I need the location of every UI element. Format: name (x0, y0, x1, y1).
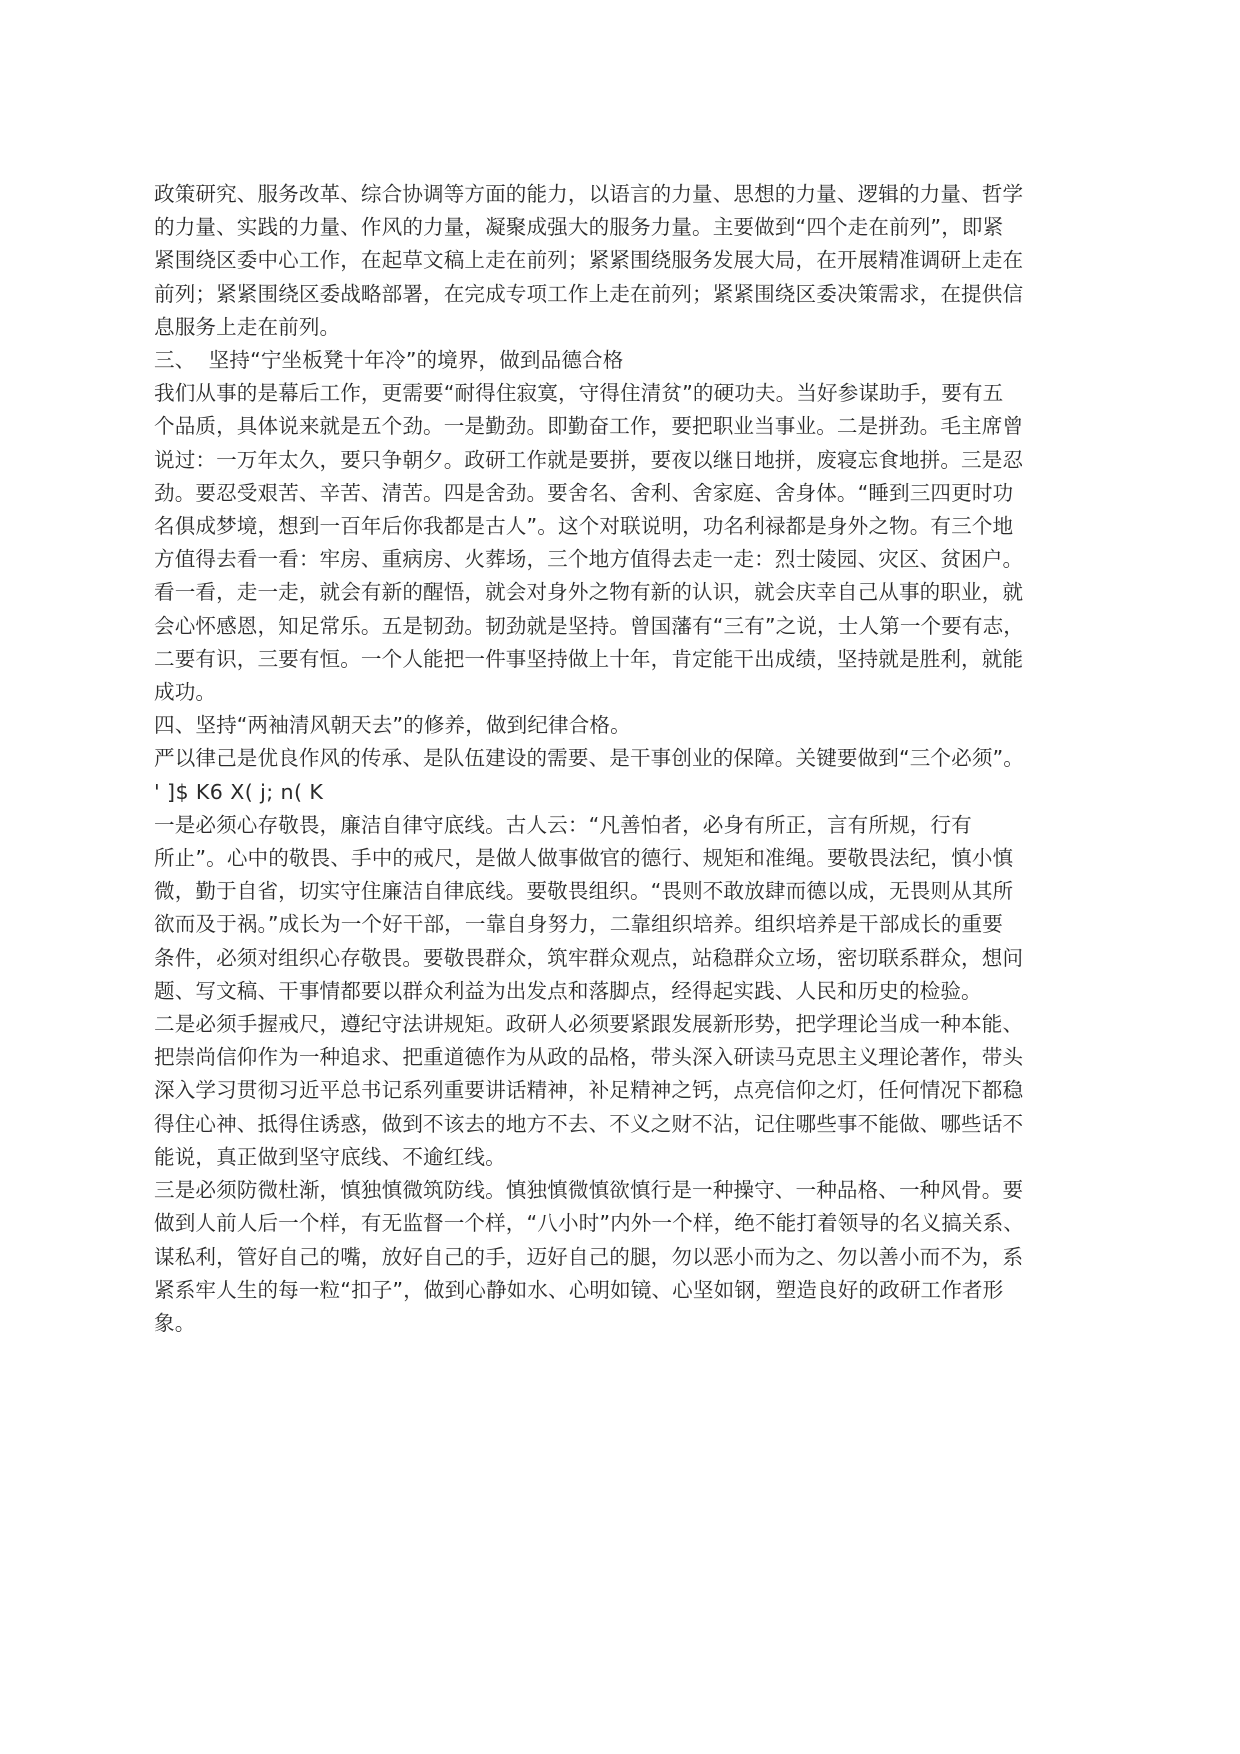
section-heading-three: 三、 坚持“宁坐板凳十年冷”的境界，做到品德合格 (154, 348, 624, 373)
text-line: 把崇尚信仰作为一种追求、把重道德作为从政的品格，带头深入研读马克思主义理论著作，带头 (154, 1045, 1024, 1070)
text-line: 前列；紧紧围绕区委战略部署，在完成专项工作上走在前列；紧紧围绕区委决策需求，在提供信 (154, 281, 1024, 306)
text-line: 看一看，走一走，就会有新的醒悟，就会对身外之物有新的认识，就会庆幸自己从事的职业，就 (154, 580, 1024, 605)
text-line: 得住心神、抵得住诱惑，做到不该去的地方不去、不义之财不沾，记住哪些事不能做、哪些话不 (154, 1111, 1024, 1136)
text-line: 谋私利，管好自己的嘴，放好自己的手，迈好自己的腿，勿以恶小而为之、勿以善小而不为，系 (154, 1244, 1024, 1269)
text-line: 深入学习贯彻习近平总书记系列重要讲话精神，补足精神之钙，点亮信仰之灯，任何情况下都稳 (154, 1078, 1024, 1103)
text-line: 说过：一万年太久，要只争朝夕。政研工作就是要拼，要夜以继日地拼，废寝忘食地拼。三是忍 (154, 447, 1024, 472)
text-line: 劲。要忍受艰苦、辛苦、清苦。四是舍劲。要舍名、舍利、舍家庭、舍身体。“睡到三四更时功 (154, 480, 1014, 505)
text-line: 二要有识，三要有恒。一个人能把一件事坚持做上十年，肯定能干出成绩，坚持就是胜利，就能 (154, 646, 1024, 671)
garbled-text-line: ' ]$ K6 X( j; n( K (154, 779, 324, 804)
text-line: 会心怀感恩，知足常乐。五是韧劲。韧劲就是坚持。曾国藩有“三有”之说，士人第一个要有志， (154, 613, 1024, 638)
text-line: 严以律己是优良作风的传承、是队伍建设的需要、是干事创业的保障。关键要做到“三个必须”。 (154, 746, 1024, 771)
text-line: 紧系牢人生的每一粒“扣子”，做到心静如水、心明如镜、心坚如钢，塑造良好的政研工作者形 (154, 1277, 1004, 1302)
text-line: 紧围绕区委中心工作，在起草文稿上走在前列；紧紧围绕服务发展大局，在开展精准调研上走在 (154, 248, 1024, 273)
text-line: 条件，必须对组织心存敬畏。要敬畏群众，筑牢群众观点，站稳群众立场，密切联系群众，想问 (154, 945, 1024, 970)
text-line: 三是必须防微杜渐，慎独慎微筑防线。慎独慎微慎欲慎行是一种操守、一种品格、一种风骨。要 (154, 1178, 1024, 1203)
text-line: 的力量、实践的力量、作风的力量，凝聚成强大的服务力量。主要做到“四个走在前列”，即紧 (154, 215, 1004, 240)
document-body (154, 178, 1089, 1340)
text-line: 息服务上走在前列。 (154, 314, 341, 339)
text-line: 题、写文稿、干事情都要以群众利益为出发点和落脚点，经得起实践、人民和历史的检验。 (154, 978, 982, 1003)
text-line: 一是必须心存敬畏，廉洁自律守底线。古人云：“凡善怕者，必身有所正，言有所规，行有 (154, 812, 972, 837)
text-line: 做到人前人后一个样，有无监督一个样，“八小时”内外一个样，绝不能打着领导的名义搞关系、 (154, 1211, 1024, 1236)
text-line: 二是必须手握戒尺，遵纪守法讲规矩。政研人必须要紧跟发展新形势，把学理论当成一种本能、 (154, 1012, 1024, 1037)
text-line: 我们从事的是幕后工作，更需要“耐得住寂寞，守得住清贫”的硬功夫。当好参谋助手，要有五 (154, 381, 1004, 406)
text-line: 成功。 (154, 680, 217, 705)
text-line: 方值得去看一看：牢房、重病房、火葬场，三个地方值得去走一走：烈士陵园、灾区、贫困户。 (154, 547, 1024, 572)
text-line: 名俱成梦境，想到一百年后你我都是古人”。这个对联说明，功名利禄都是身外之物。有三个地 (154, 514, 1014, 539)
section-heading-four: 四、坚持“两袖清风朝天去”的修养，做到纪律合格。 (154, 713, 631, 738)
text-line: 微，勤于自省，切实守住廉洁自律底线。要敬畏组织。“畏则不敢放肆而德以成，无畏则从其所 (154, 879, 1014, 904)
text-line: 欲而及于祸。”成长为一个好干部，一靠自身努力，二靠组织培养。组织培养是干部成长的重要 (154, 912, 1003, 937)
text-line: 能说，真正做到坚守底线、不逾红线。 (154, 1144, 506, 1169)
text-line: 所止”。心中的敬畏、手中的戒尺，是做人做事做官的德行、规矩和准绳。要敬畏法纪，慎小慎 (154, 846, 1014, 871)
text-line: 个品质，具体说来就是五个劲。一是勤劲。即勤奋工作，要把职业当事业。二是拼劲。毛主席曾 (154, 414, 1024, 439)
text-line: 象。 (154, 1310, 196, 1335)
text-line: 政策研究、服务改革、综合协调等方面的能力，以语言的力量、思想的力量、逻辑的力量、哲学 (154, 182, 1024, 206)
